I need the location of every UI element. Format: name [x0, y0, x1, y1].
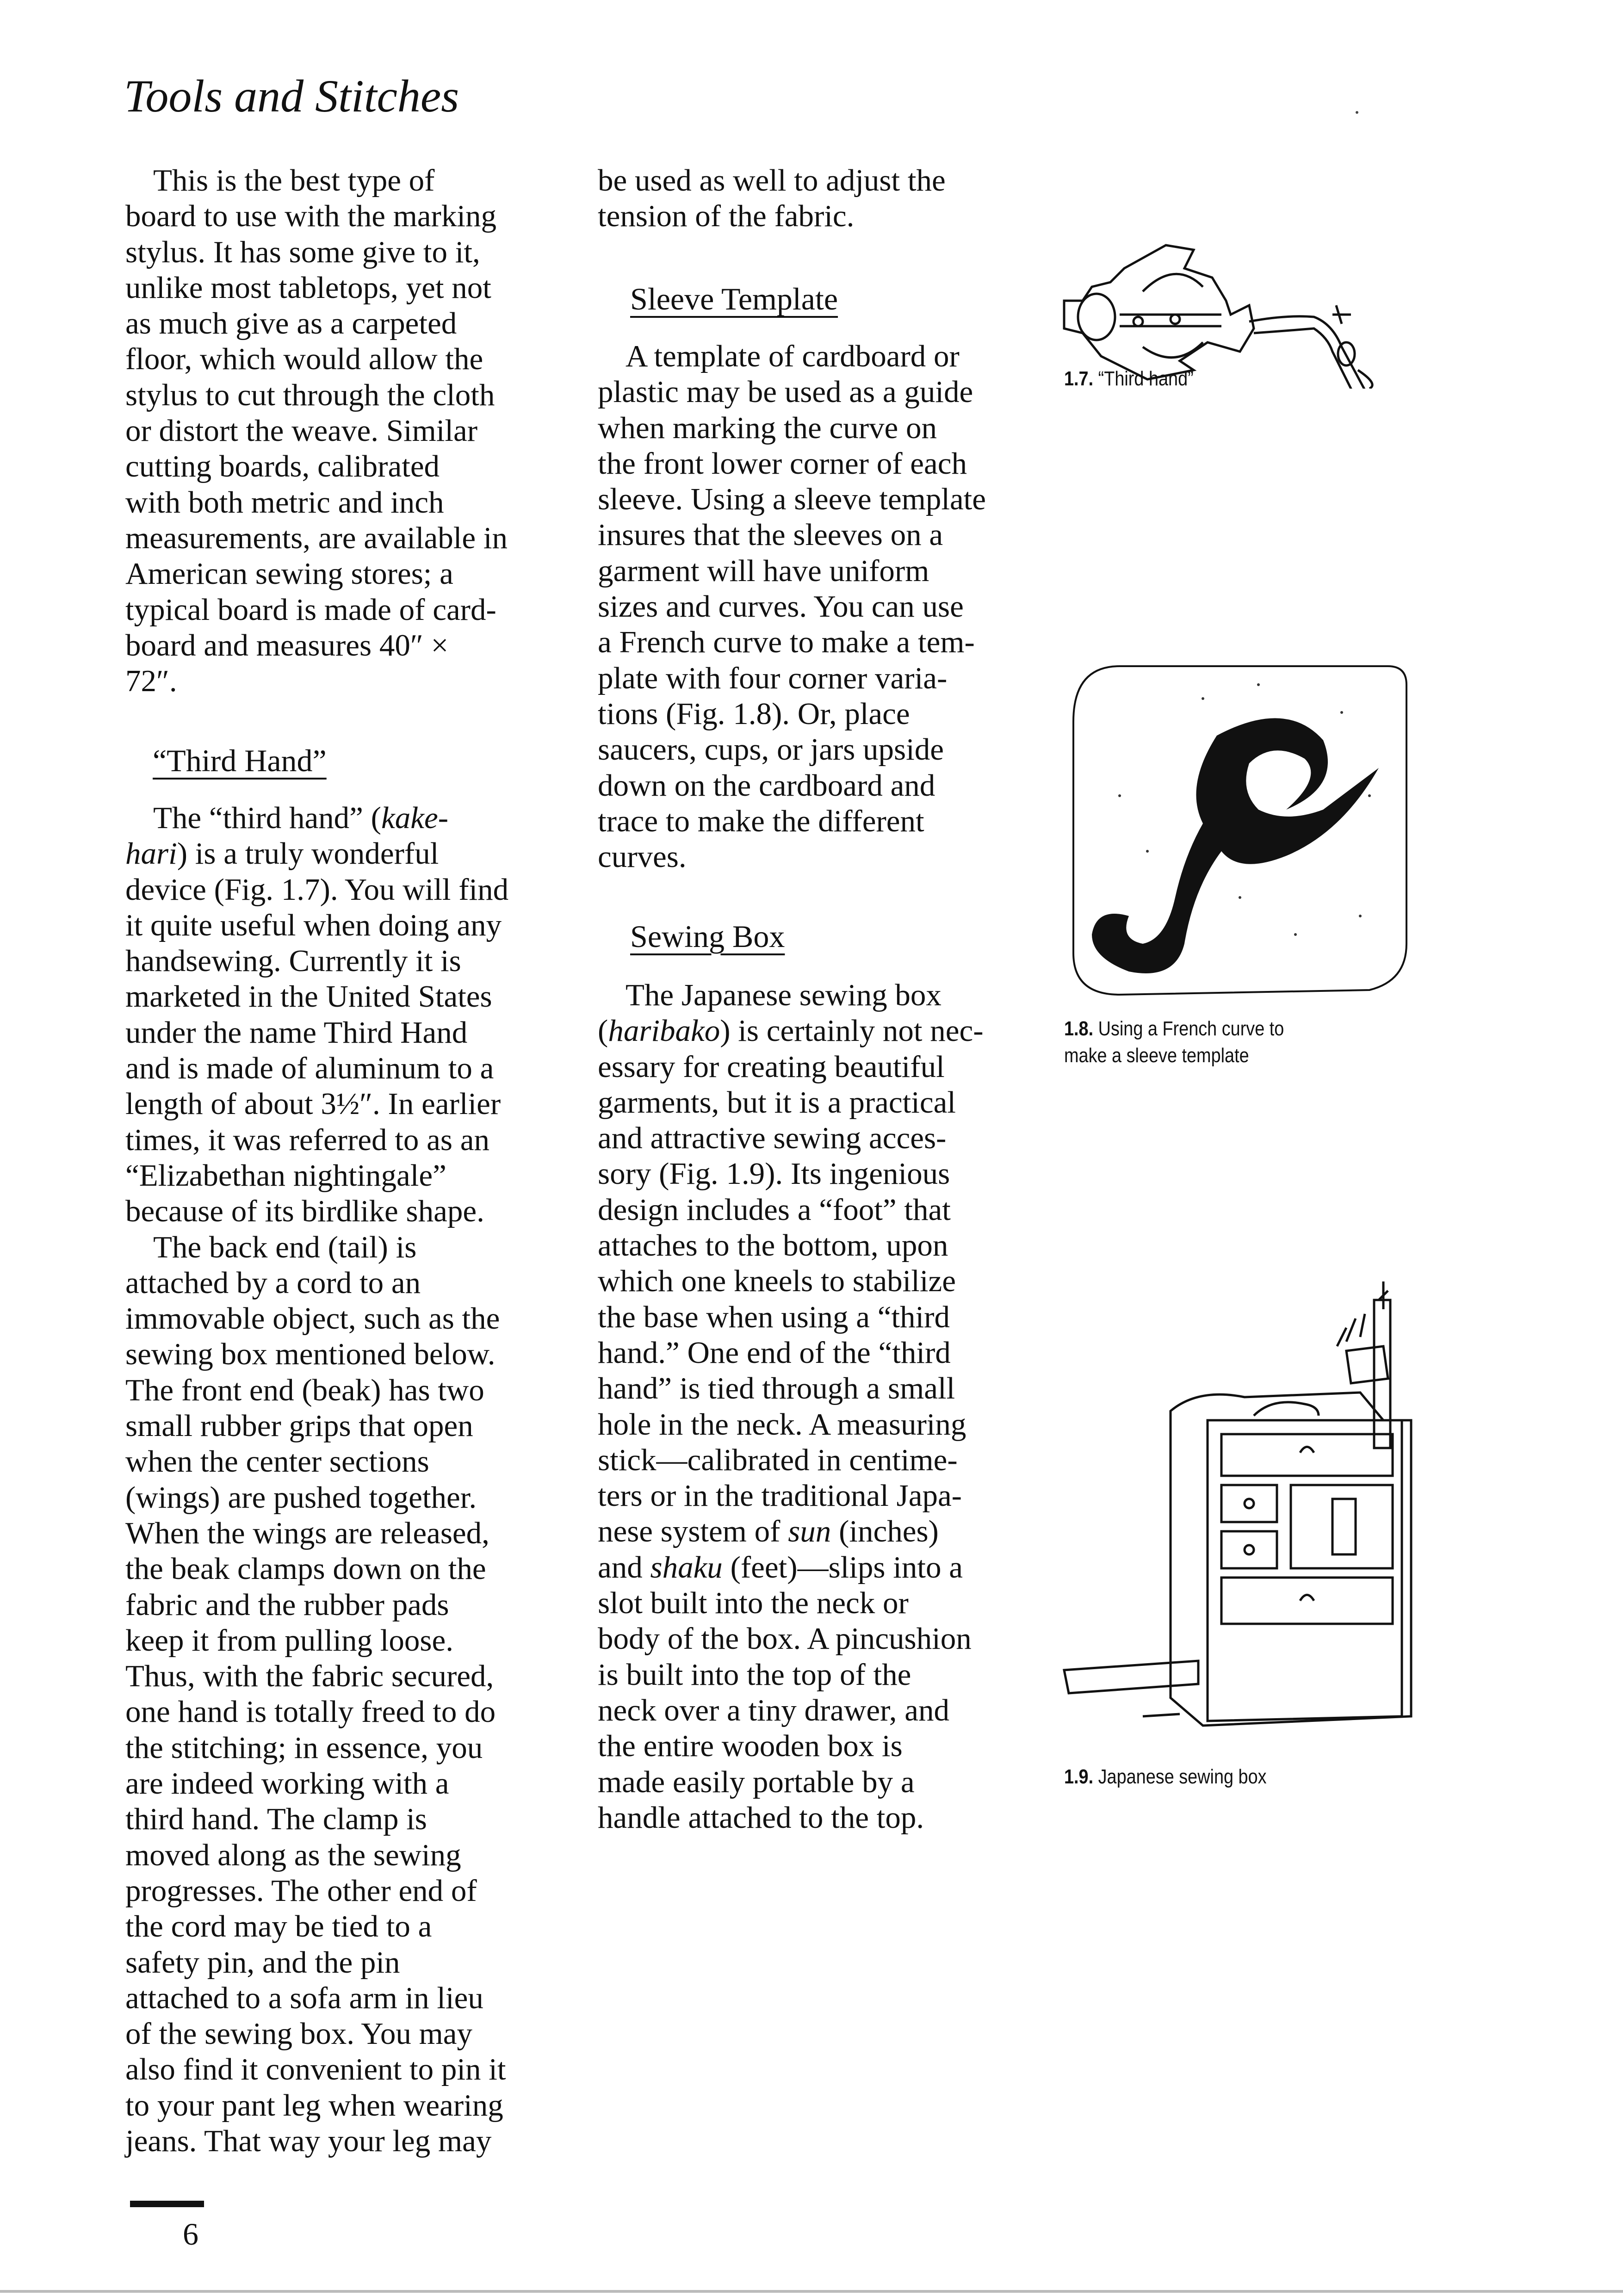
- italic-term: sun: [788, 1514, 831, 1549]
- text-line: it quite useful when doing any: [125, 908, 502, 942]
- text-line: sizes and curves. You can use: [598, 589, 964, 624]
- text-line: sleeve. Using a sleeve template: [598, 482, 986, 517]
- text-line: typical board is made of card-: [125, 592, 496, 627]
- text-line: “Elizabethan nightingale”: [125, 1158, 446, 1193]
- italic-term: haribako: [608, 1014, 720, 1048]
- text-line: Thus, with the fabric secured,: [125, 1659, 494, 1694]
- text-line: design includes a “foot” that: [598, 1192, 951, 1227]
- text-line: with both metric and inch: [125, 485, 444, 520]
- text-line: hand” is tied through a small: [598, 1371, 955, 1406]
- text-line: saucers, cups, or jars upside: [598, 732, 944, 767]
- text-line: and attractive sewing acces-: [598, 1121, 947, 1156]
- text-line: safety pin, and the pin: [125, 1945, 400, 1980]
- caption-text: Japanese sewing box: [1093, 1765, 1267, 1788]
- text-line: The back end (tail) is: [153, 1230, 417, 1264]
- text-line: handle attached to the top.: [598, 1800, 924, 1835]
- text-line: neck over a tiny drawer, and: [598, 1693, 950, 1727]
- text-line: made easily portable by a: [598, 1764, 915, 1799]
- text-run: and: [598, 1550, 650, 1584]
- figure-number: 1.8.: [1064, 1017, 1094, 1040]
- text-line: sewing box mentioned below.: [125, 1337, 496, 1372]
- text-line: garment will have uniform: [598, 553, 929, 588]
- text-line: are indeed working with a: [125, 1766, 449, 1801]
- text-line: board and measures 40″ ×: [125, 628, 449, 662]
- text-line: times, it was referred to as an: [125, 1122, 489, 1157]
- text-line: jeans. That way your leg may: [125, 2123, 492, 2158]
- text-line: unlike most tabletops, yet not: [125, 270, 491, 305]
- text-line: trace to make the different: [598, 804, 924, 838]
- text-line: down on the cardboard and: [598, 768, 935, 803]
- caption-text: “Third hand”: [1093, 367, 1194, 390]
- text-line: under the name Third Hand: [125, 1015, 468, 1050]
- text-line: [125, 836, 508, 872]
- text-line: floor, which would allow the: [125, 342, 483, 377]
- text-line: [598, 1013, 984, 1049]
- text-line: insures that the sleeves on a: [598, 518, 943, 552]
- figure-caption-1-8: [1064, 1015, 1284, 1069]
- text-line: stylus. It has some give to it,: [125, 235, 480, 269]
- sewing-box-illustration: [1059, 1281, 1425, 1753]
- paragraph-intro: [125, 163, 508, 699]
- text-line: or distort the weave. Similar: [125, 414, 478, 448]
- speck: [1356, 111, 1358, 114]
- text-line: This is the best type of: [153, 163, 435, 198]
- paragraph-sleeve-template: [598, 339, 986, 875]
- text-line: and is made of aluminum to a: [125, 1051, 494, 1086]
- text-run: ) is a truly wonderful: [177, 836, 439, 871]
- text-line: stylus to cut through the cloth: [125, 378, 495, 412]
- text-line: is built into the top of the: [598, 1657, 911, 1692]
- text-line: When the wings are released,: [125, 1516, 489, 1550]
- text-line: A template of cardboard or: [626, 339, 960, 373]
- paragraph-third-hand: [125, 800, 508, 2159]
- page-number-rule: [130, 2201, 204, 2207]
- caption-text-line-2: make a sleeve template: [1064, 1044, 1249, 1067]
- text-line: third hand. The clamp is: [125, 1802, 427, 1837]
- text-line: (wings) are pushed together.: [125, 1480, 477, 1515]
- figure-number: 1.7.: [1064, 367, 1094, 390]
- italic-term: hari: [125, 836, 177, 871]
- figure-caption-1-7: [1064, 365, 1194, 392]
- text-line: attached to a sofa arm in lieu: [125, 1980, 483, 2015]
- text-line: device (Fig. 1.7). You will find: [125, 872, 509, 907]
- page-bottom-edge: [0, 2290, 1623, 2293]
- text-line: 72″.: [125, 664, 177, 699]
- text-line: American sewing stores; a: [125, 557, 453, 591]
- text-line: the stitching; in essence, you: [125, 1730, 483, 1765]
- text-run: ) is certainly not nec-: [720, 1014, 984, 1048]
- italic-term: shaku: [650, 1550, 723, 1584]
- paragraph-continued: [598, 163, 946, 235]
- text-line: [598, 1514, 984, 1549]
- text-line: garments, but it is a practical: [598, 1085, 956, 1120]
- text-line: tension of the fabric.: [598, 199, 855, 234]
- text-line: the base when using a “third: [598, 1300, 950, 1334]
- text-line: curves.: [598, 840, 687, 874]
- paragraph-sewing-box: [598, 978, 984, 1836]
- running-header: Tools and Stitches: [124, 70, 459, 122]
- text-line: hole in the neck. A measuring: [598, 1407, 966, 1442]
- text-line: [598, 1550, 984, 1585]
- text-line: The front end (beak) has two: [125, 1373, 484, 1407]
- text-line: immovable object, such as the: [125, 1301, 500, 1336]
- text-line: also find it convenient to pin it: [125, 2052, 506, 2087]
- text-line: handsewing. Currently it is: [125, 944, 461, 978]
- text-line: a French curve to make a tem-: [598, 625, 975, 660]
- text-line: of the sewing box. You may: [125, 2017, 473, 2051]
- text-line: length of about 3½″. In earlier: [125, 1087, 501, 1121]
- text-line: which one kneels to stabilize: [598, 1264, 956, 1299]
- text-run: The “third hand” (: [153, 801, 381, 835]
- section-heading-sleeve-template: Sleeve Template: [630, 281, 838, 316]
- text-line: plastic may be used as a guide: [598, 375, 973, 409]
- text-line: keep it from pulling loose.: [125, 1623, 453, 1658]
- text-line: ters or in the traditional Japa-: [598, 1479, 962, 1513]
- text-line: the beak clamps down on the: [125, 1552, 486, 1586]
- text-line: marketed in the United States: [125, 979, 492, 1014]
- text-line: one hand is totally freed to do: [125, 1695, 496, 1729]
- text-line: measurements, are available in: [125, 520, 508, 555]
- french-curve-illustration: [1064, 657, 1416, 1004]
- text-run: (inches): [831, 1514, 939, 1549]
- text-line: hand.” One end of the “third: [598, 1335, 951, 1370]
- text-run: nese system of: [598, 1514, 788, 1549]
- caption-text: Using a French curve to: [1093, 1017, 1284, 1040]
- text-line: when marking the curve on: [598, 410, 937, 445]
- text-line: plate with four corner varia-: [598, 661, 948, 695]
- text-line: attached by a cord to an: [125, 1265, 421, 1300]
- section-heading-sewing-box: Sewing Box: [630, 919, 785, 954]
- text-line: small rubber grips that open: [125, 1409, 473, 1443]
- text-line: the entire wooden box is: [598, 1729, 903, 1764]
- text-line: board to use with the marking: [125, 199, 496, 234]
- figure-caption-1-9: [1064, 1764, 1267, 1790]
- text-line: the front lower corner of each: [598, 446, 967, 481]
- italic-term: kake-: [381, 801, 449, 835]
- text-line: be used as well to adjust the: [598, 163, 946, 198]
- text-line: as much give as a carpeted: [125, 306, 457, 341]
- text-line: essary for creating beautiful: [598, 1049, 945, 1084]
- text-line: the cord may be tied to a: [125, 1909, 432, 1944]
- text-line: fabric and the rubber pads: [125, 1587, 449, 1622]
- text-line: sory (Fig. 1.9). Its ingenious: [598, 1157, 950, 1191]
- third-hand-illustration: [1055, 231, 1425, 389]
- text-line: body of the box. A pincushion: [598, 1621, 972, 1656]
- text-line: when the center sections: [125, 1444, 429, 1479]
- page-number: 6: [183, 2216, 198, 2252]
- text-line: attaches to the bottom, upon: [598, 1228, 948, 1263]
- text-line: tions (Fig. 1.8). Or, place: [598, 696, 910, 731]
- figure-number: 1.9.: [1064, 1765, 1094, 1788]
- text-run: (feet)—slips into a: [722, 1550, 963, 1584]
- text-line: cutting boards, calibrated: [125, 449, 440, 484]
- text-line: to your pant leg when wearing: [125, 2088, 503, 2123]
- text-line: The Japanese sewing box: [626, 978, 942, 1012]
- text-line: stick—calibrated in centime-: [598, 1442, 958, 1477]
- text-line: because of its birdlike shape.: [125, 1194, 484, 1229]
- text-run: (: [598, 1014, 608, 1048]
- text-line: [125, 800, 508, 836]
- text-line: progresses. The other end of: [125, 1873, 477, 1908]
- text-line: moved along as the sewing: [125, 1838, 461, 1872]
- text-line: slot built into the neck or: [598, 1586, 909, 1621]
- section-heading-third-hand: “Third Hand”: [153, 743, 327, 778]
